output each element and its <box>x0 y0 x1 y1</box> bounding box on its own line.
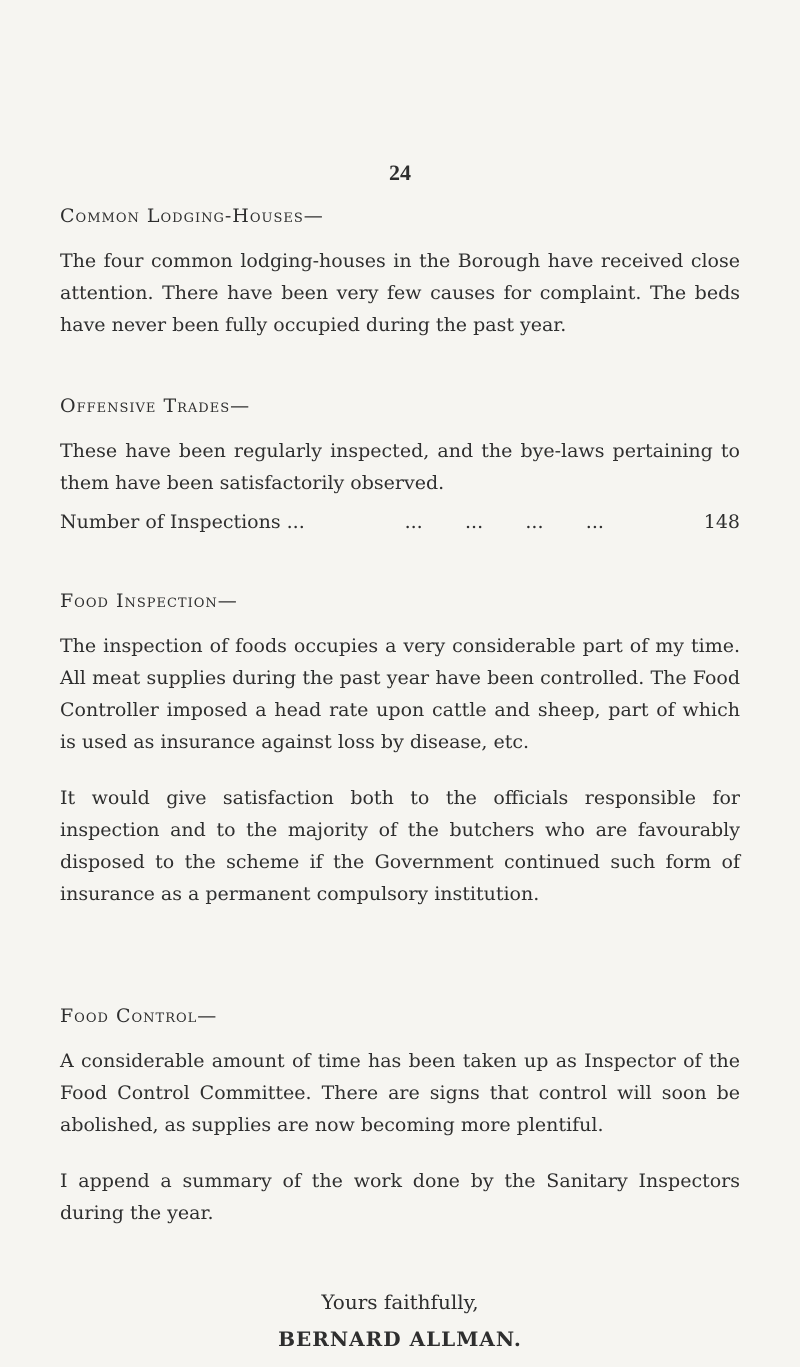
food-inspection-heading: Food Inspection— <box>60 590 238 612</box>
food-control-paragraph-2: I append a summary of the work done by the Sanitary Inspectors during the year. <box>60 1170 740 1224</box>
inspections-dots: ... ... ... ... <box>404 511 604 533</box>
offensive-trades-section <box>60 395 740 533</box>
lodging-heading: Common Lodging-Houses— <box>60 205 324 227</box>
food-inspection-section <box>60 590 740 910</box>
inspections-row <box>60 511 740 533</box>
inspections-value: 148 <box>703 511 740 533</box>
inspections-label: Number of Inspections ... <box>60 511 305 533</box>
lodging-section <box>60 205 740 341</box>
food-control-paragraph-1: A considerable amount of time has been taken up as Inspector of the Food Control Committee. There are signs that control will soon be abolished, as supplies are now becoming more plentiful. <box>60 1050 740 1136</box>
food-inspection-paragraph-2: It would give satisfaction both to the officials responsible for inspection and to the majority of the butchers who are favourably disposed to the scheme if the Government continued such form of insurance as a permanent compulsory institution. <box>60 787 740 905</box>
food-control-heading: Food Control— <box>60 1005 218 1027</box>
food-control-section <box>60 1005 740 1229</box>
salutation: Yours faithfully, <box>321 1290 479 1314</box>
food-inspection-paragraph-1: The inspection of foods occupies a very considerable part of my time. All meat supplies during the past year have been controlled. The Food Controller imposed a head rate upon cattle and sheep, part of which is used as insurance against loss by disease, etc. <box>60 635 740 753</box>
signature: BERNARD ALLMAN. <box>278 1327 522 1351</box>
lodging-paragraph: The four common lodging-houses in the Borough have received close attention. There have been very few causes for complaint. The beds have never been fully occupied during the past year. <box>60 250 740 336</box>
offensive-trades-heading: Offensive Trades— <box>60 395 251 417</box>
offensive-trades-paragraph: These have been regularly inspected, and the bye-laws pertaining to them have been satisfactorily observed. <box>60 440 740 494</box>
page-number: 24 <box>389 160 411 185</box>
